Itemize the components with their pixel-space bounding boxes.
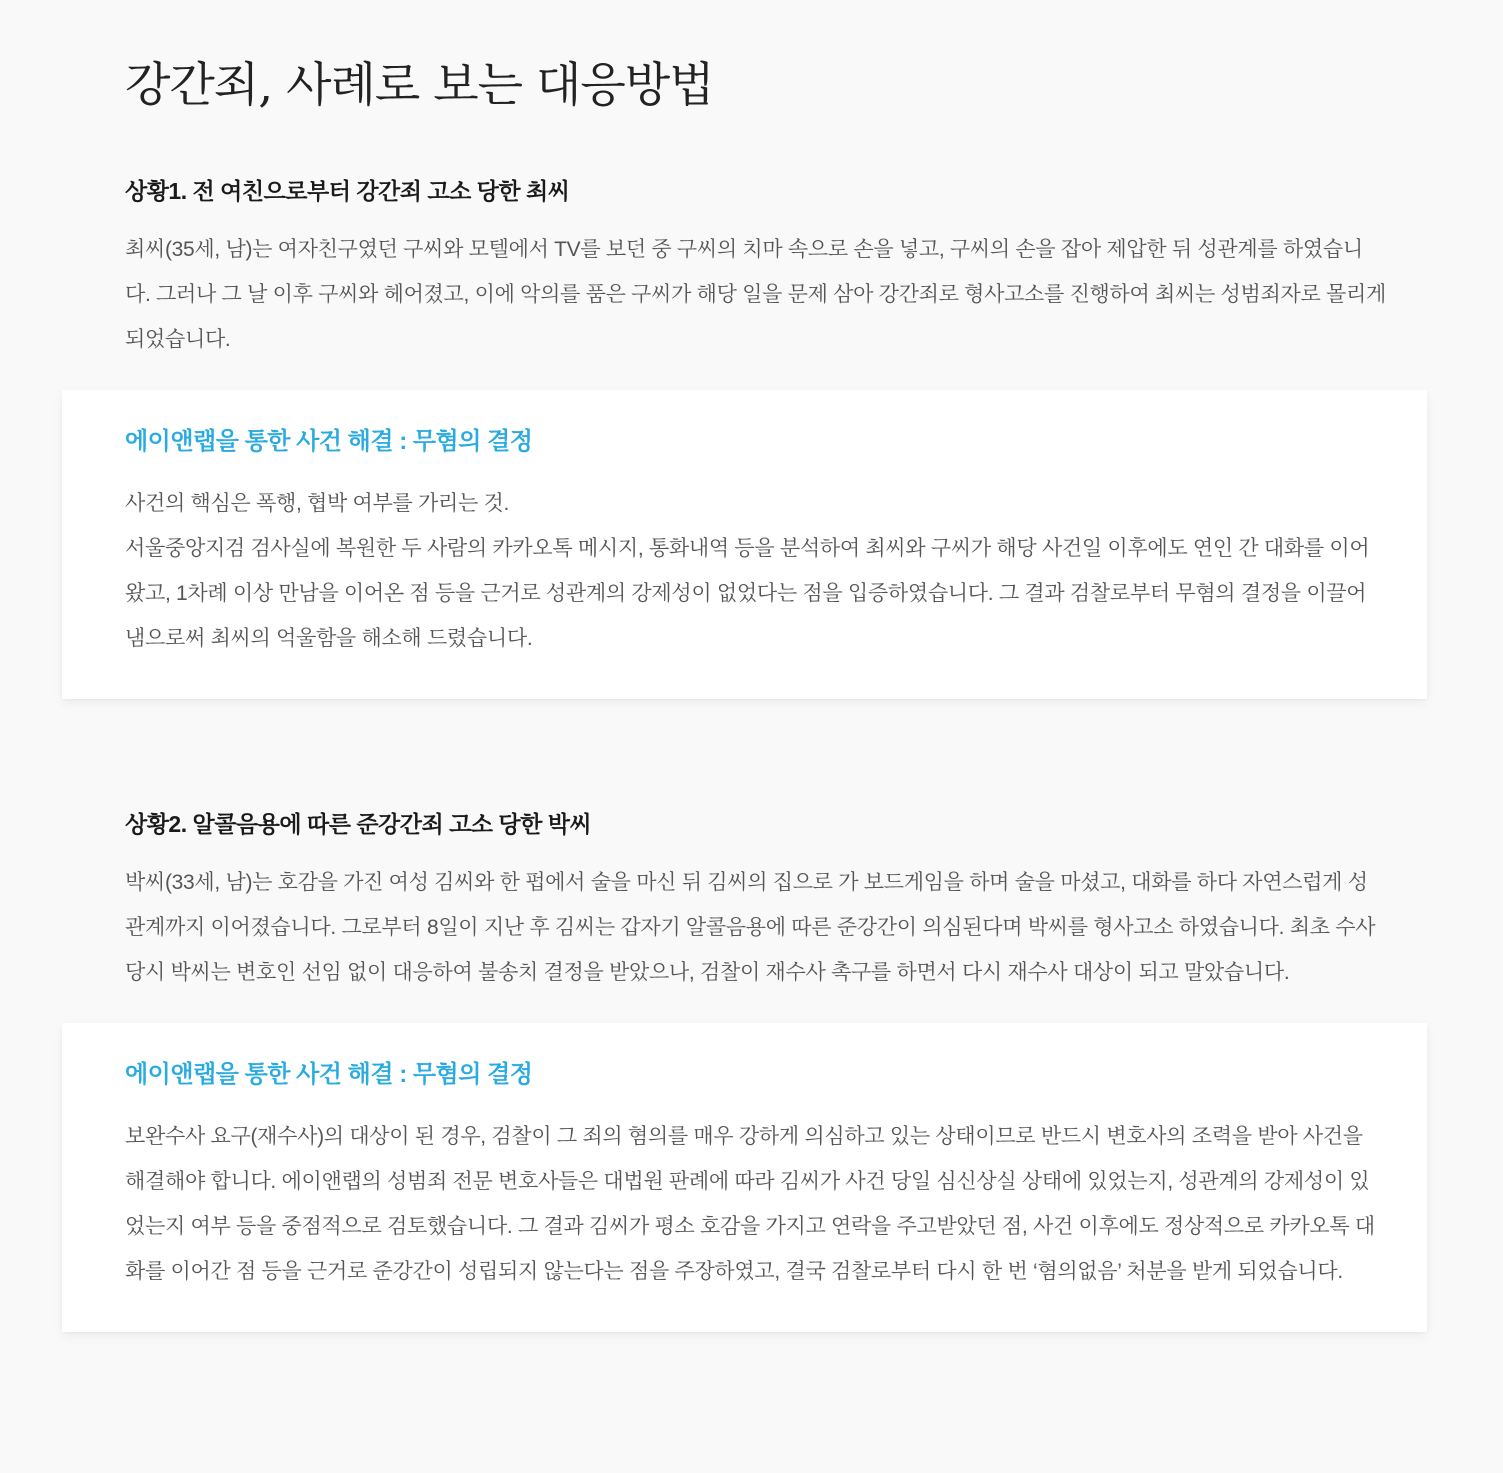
case-section-2 bbox=[62, 809, 1427, 1332]
page-title: 강간죄, 사례로 보는 대응방법 bbox=[125, 58, 714, 113]
case-1-text-block bbox=[62, 176, 1427, 362]
resolution-card-2-line-1: 보완수사 요구(재수사)의 대상이 된 경우, 검찰이 그 죄의 혐의를 매우 강하게 의심하고 있는 상태이므로 반드시 변호사의 조력을 받아 사건을 해결해야 합니다. 에이앤랩의 성범죄 전문 변호사들은 대법원 판례에 따라 김씨가 사건 당일 심신상실 상태에 있었는지, 성관계의 강제성이 있었는지 여부 등을 중점적으로 검토했습니다. 그 결과 김씨가 평소 호감을 가지고 연락을 주고받았던 점, 사건 이후에도 정상적으로 카카오톡 대화를 이어간 점 등을 근거로 준강간이 성립되지 않는다는 점을 주장하였고, 결국 검찰로부터 다시 한 번 ‘혐의없음’ 처분을 받게 되었습니다. bbox=[125, 1125, 1375, 1284]
title-block bbox=[62, 55, 1427, 116]
case-2-text-block bbox=[62, 809, 1427, 995]
resolution-card-2-heading: 에이앤랩을 통한 사건 해결 : 무혐의 결정 bbox=[125, 1061, 533, 1089]
resolution-card-2-body bbox=[125, 1114, 1387, 1294]
case-1-description: 최씨(35세, 남)는 여자친구였던 구씨와 모텔에서 TV를 보던 중 구씨의 치마 속으로 손을 넣고, 구씨의 손을 잡아 제압한 뒤 성관계를 하였습니다. 그러나 그 날 이후 구씨와 헤어졌고, 이에 악의를 품은 구씨가 해당 일을 문제 삼아 강간죄로 형사고소를 진행하여 최씨는 성범죄자로 몰리게 되었습니다. bbox=[125, 238, 1386, 352]
article-page bbox=[62, 0, 1427, 1332]
resolution-card-1-line-1: 사건의 핵심은 폭행, 협박 여부를 가리는 것. bbox=[125, 492, 510, 516]
resolution-card-1-line-2: 서울중앙지검 검사실에 복원한 두 사람의 카카오톡 메시지, 통화내역 등을 분석하여 최씨와 구씨가 해당 사건일 이후에도 연인 간 대화를 이어왔고, 1차례 이상 만남을 이어온 점 등을 근거로 성관계의 강제성이 없었다는 점을 입증하였습니다. 그 결과 검찰로부터 무혐의 결정을 이끌어 냄으로써 최씨의 억울함을 해소해 드렸습니다. bbox=[125, 537, 1370, 651]
case-section-1 bbox=[62, 176, 1427, 699]
case-2-description: 박씨(33세, 남)는 호감을 가진 여성 김씨와 한 펍에서 술을 마신 뒤 김씨의 집으로 가 보드게임을 하며 술을 마셨고, 대화를 하다 자연스럽게 성관계까지 이어졌습니다. 그로부터 8일이 지난 후 김씨는 갑자기 알콜음용에 따른 준강간이 의심된다며 박씨를 형사고소 하였습니다. 최초 수사 당시 박씨는 변호인 선임 없이 대응하여 불송치 결정을 받았으나, 검찰이 재수사 촉구를 하면서 다시 재수사 대상이 되고 말았습니다. bbox=[125, 871, 1376, 985]
resolution-card-1 bbox=[62, 390, 1427, 699]
resolution-card-2 bbox=[62, 1023, 1427, 1332]
case-1-heading: 상황1. 전 여친으로부터 강간죄 고소 당한 최씨 bbox=[125, 178, 570, 205]
resolution-card-1-heading: 에이앤랩을 통한 사건 해결 : 무혐의 결정 bbox=[125, 428, 533, 456]
case-2-heading: 상황2. 알콜음용에 따른 준강간죄 고소 당한 박씨 bbox=[125, 811, 592, 838]
resolution-card-1-body bbox=[125, 481, 1387, 661]
